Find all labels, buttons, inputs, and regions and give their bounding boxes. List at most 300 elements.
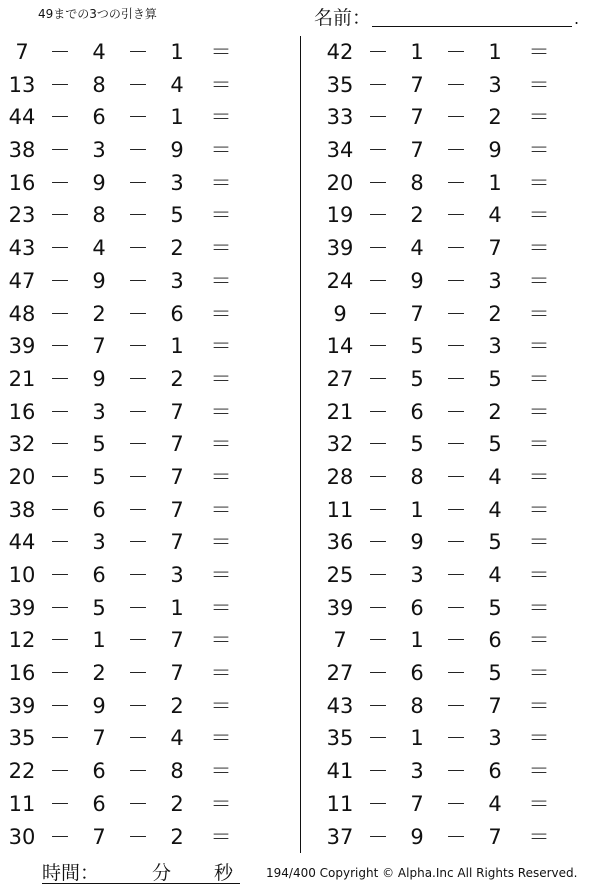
subtrahend-1: 5 bbox=[410, 366, 424, 391]
problem-row bbox=[318, 167, 598, 200]
problem-row bbox=[0, 461, 280, 494]
subtrahend-2: 6 bbox=[488, 628, 502, 653]
subtrahend-1: 6 bbox=[92, 563, 106, 587]
subtrahend-1: 8 bbox=[92, 203, 106, 228]
subtrahend-1: 6 bbox=[410, 595, 424, 620]
minus-sign: － bbox=[367, 661, 389, 686]
minus-sign: － bbox=[127, 366, 149, 391]
minuend: 12 bbox=[8, 628, 36, 653]
subtrahend-2: 2 bbox=[488, 399, 502, 424]
minus-sign: － bbox=[445, 628, 467, 653]
subtrahend-2: 7 bbox=[170, 432, 184, 457]
minuend: 13 bbox=[8, 72, 36, 97]
problem-row bbox=[0, 526, 280, 559]
subtrahend-1: 7 bbox=[410, 72, 424, 97]
minus-sign: － bbox=[49, 203, 71, 228]
minuend: 27 bbox=[326, 661, 354, 686]
equals-sign: ＝ bbox=[528, 497, 550, 522]
problem-row bbox=[0, 232, 280, 265]
minuend: 16 bbox=[8, 170, 36, 195]
equals-sign: ＝ bbox=[210, 105, 232, 130]
subtrahend-2: 4 bbox=[488, 497, 502, 522]
subtrahend-2: 1 bbox=[488, 170, 502, 195]
minus-sign: － bbox=[367, 759, 389, 784]
equals-sign: ＝ bbox=[210, 138, 232, 163]
seconds-label: 秒 bbox=[214, 862, 234, 884]
equals-sign: ＝ bbox=[210, 334, 232, 359]
problem-row bbox=[0, 36, 280, 69]
minuend: 14 bbox=[326, 334, 354, 359]
minus-sign: － bbox=[49, 40, 71, 64]
problem-row bbox=[318, 624, 598, 657]
subtrahend-1: 2 bbox=[92, 301, 106, 326]
equals-sign: ＝ bbox=[210, 40, 232, 64]
name-dot: . bbox=[574, 9, 580, 28]
equals-sign: ＝ bbox=[528, 824, 550, 849]
problem-row bbox=[0, 624, 280, 657]
minus-sign: － bbox=[49, 628, 71, 653]
subtrahend-2: 2 bbox=[488, 105, 502, 130]
minus-sign: － bbox=[127, 203, 149, 228]
subtrahend-2: 3 bbox=[488, 72, 502, 97]
minuend: 27 bbox=[326, 366, 354, 391]
minuend: 35 bbox=[326, 72, 354, 97]
minus-sign: － bbox=[127, 628, 149, 653]
minuend: 7 bbox=[333, 628, 347, 653]
minus-sign: － bbox=[367, 236, 389, 261]
minus-sign: － bbox=[367, 824, 389, 849]
problem-row bbox=[318, 298, 598, 331]
subtrahend-2: 9 bbox=[170, 138, 184, 163]
problem-row bbox=[318, 36, 598, 69]
minus-sign: － bbox=[367, 464, 389, 489]
subtrahend-1: 3 bbox=[92, 530, 106, 555]
minus-sign: － bbox=[49, 399, 71, 424]
subtrahend-1: 9 bbox=[410, 268, 424, 293]
minus-sign: － bbox=[127, 105, 149, 130]
subtrahend-1: 5 bbox=[410, 432, 424, 457]
minus-sign: － bbox=[127, 530, 149, 555]
minuend: 28 bbox=[326, 464, 354, 489]
minuend: 11 bbox=[326, 497, 354, 522]
minus-sign: － bbox=[445, 432, 467, 457]
problem-row bbox=[0, 690, 280, 723]
problem-row bbox=[318, 559, 598, 592]
subtrahend-2: 1 bbox=[170, 105, 184, 130]
subtrahend-1: 3 bbox=[92, 138, 106, 163]
subtrahend-1: 8 bbox=[92, 72, 106, 97]
equals-sign: ＝ bbox=[528, 203, 550, 228]
minus-sign: － bbox=[445, 105, 467, 130]
equals-sign: ＝ bbox=[528, 432, 550, 457]
problem-row bbox=[0, 396, 280, 429]
subtrahend-1: 6 bbox=[410, 399, 424, 424]
minuend: 21 bbox=[326, 399, 354, 424]
minuend: 41 bbox=[326, 759, 354, 784]
subtrahend-2: 5 bbox=[488, 595, 502, 620]
subtrahend-2: 5 bbox=[488, 661, 502, 686]
equals-sign: ＝ bbox=[528, 759, 550, 784]
minus-sign: － bbox=[445, 138, 467, 163]
minus-sign: － bbox=[127, 334, 149, 359]
subtrahend-1: 7 bbox=[92, 824, 106, 849]
minus-sign: － bbox=[445, 366, 467, 391]
subtrahend-2: 7 bbox=[170, 628, 184, 653]
problem-row bbox=[0, 657, 280, 690]
minus-sign: － bbox=[127, 138, 149, 163]
problem-row bbox=[318, 494, 598, 527]
minuend: 22 bbox=[8, 759, 36, 784]
equals-sign: ＝ bbox=[210, 693, 232, 718]
minuend: 42 bbox=[326, 40, 354, 64]
subtrahend-1: 9 bbox=[410, 824, 424, 849]
minuend: 36 bbox=[326, 530, 354, 555]
minuend: 39 bbox=[326, 595, 354, 620]
problem-row bbox=[318, 330, 598, 363]
minus-sign: － bbox=[49, 464, 71, 489]
subtrahend-1: 4 bbox=[410, 236, 424, 261]
problem-row bbox=[318, 101, 598, 134]
minus-sign: － bbox=[49, 72, 71, 97]
problem-row bbox=[318, 788, 598, 821]
minuend: 20 bbox=[8, 464, 36, 489]
problem-row bbox=[0, 167, 280, 200]
minus-sign: － bbox=[367, 105, 389, 130]
minus-sign: － bbox=[127, 563, 149, 587]
equals-sign: ＝ bbox=[210, 726, 232, 751]
minus-sign: － bbox=[49, 334, 71, 359]
copyright-text: 194/400 Copyright © Alpha.Inc All Rights Reserved. bbox=[266, 866, 578, 880]
subtrahend-2: 3 bbox=[170, 170, 184, 195]
problem-row bbox=[0, 265, 280, 298]
subtrahend-2: 9 bbox=[488, 138, 502, 163]
subtrahend-1: 2 bbox=[92, 661, 106, 686]
subtrahend-2: 3 bbox=[488, 726, 502, 751]
name-field[interactable] bbox=[372, 26, 572, 27]
minus-sign: － bbox=[445, 530, 467, 555]
problem-row bbox=[0, 755, 280, 788]
minus-sign: － bbox=[367, 595, 389, 620]
subtrahend-1: 8 bbox=[410, 693, 424, 718]
subtrahend-2: 4 bbox=[170, 726, 184, 751]
minus-sign: － bbox=[127, 759, 149, 784]
subtrahend-1: 2 bbox=[410, 203, 424, 228]
problem-row bbox=[318, 363, 598, 396]
left-problem-column bbox=[0, 36, 280, 853]
subtrahend-2: 1 bbox=[488, 40, 502, 64]
subtrahend-2: 7 bbox=[170, 661, 184, 686]
equals-sign: ＝ bbox=[528, 40, 550, 64]
subtrahend-1: 9 bbox=[92, 366, 106, 391]
equals-sign: ＝ bbox=[210, 236, 232, 261]
minus-sign: － bbox=[367, 301, 389, 326]
minus-sign: － bbox=[127, 399, 149, 424]
equals-sign: ＝ bbox=[210, 497, 232, 522]
problem-row bbox=[318, 199, 598, 232]
minus-sign: － bbox=[445, 40, 467, 64]
subtrahend-1: 1 bbox=[410, 497, 424, 522]
subtrahend-1: 9 bbox=[410, 530, 424, 555]
minus-sign: － bbox=[127, 693, 149, 718]
minus-sign: － bbox=[127, 236, 149, 261]
minus-sign: － bbox=[367, 497, 389, 522]
minuend: 9 bbox=[333, 301, 347, 326]
equals-sign: ＝ bbox=[210, 399, 232, 424]
minuend: 38 bbox=[8, 497, 36, 522]
subtrahend-1: 8 bbox=[410, 170, 424, 195]
minus-sign: － bbox=[445, 759, 467, 784]
subtrahend-1: 6 bbox=[410, 661, 424, 686]
column-divider bbox=[300, 36, 301, 853]
minus-sign: － bbox=[127, 72, 149, 97]
subtrahend-2: 2 bbox=[170, 366, 184, 391]
equals-sign: ＝ bbox=[528, 530, 550, 555]
subtrahend-1: 8 bbox=[410, 464, 424, 489]
equals-sign: ＝ bbox=[528, 105, 550, 130]
subtrahend-1: 7 bbox=[92, 726, 106, 751]
subtrahend-2: 1 bbox=[170, 334, 184, 359]
minuend: 43 bbox=[8, 236, 36, 261]
subtrahend-1: 1 bbox=[410, 628, 424, 653]
minuend: 16 bbox=[8, 399, 36, 424]
problem-row bbox=[318, 592, 598, 625]
minuend: 44 bbox=[8, 105, 36, 130]
minus-sign: － bbox=[127, 595, 149, 620]
minus-sign: － bbox=[367, 791, 389, 816]
equals-sign: ＝ bbox=[210, 530, 232, 555]
minus-sign: － bbox=[127, 497, 149, 522]
minus-sign: － bbox=[367, 628, 389, 653]
problem-row bbox=[0, 821, 280, 854]
equals-sign: ＝ bbox=[528, 464, 550, 489]
problem-row bbox=[0, 101, 280, 134]
problem-row bbox=[318, 657, 598, 690]
equals-sign: ＝ bbox=[528, 661, 550, 686]
subtrahend-2: 3 bbox=[488, 334, 502, 359]
minus-sign: － bbox=[49, 693, 71, 718]
problem-row bbox=[318, 461, 598, 494]
equals-sign: ＝ bbox=[210, 170, 232, 195]
equals-sign: ＝ bbox=[210, 824, 232, 849]
subtrahend-2: 2 bbox=[488, 301, 502, 326]
minuend: 25 bbox=[326, 563, 354, 587]
equals-sign: ＝ bbox=[210, 432, 232, 457]
minus-sign: － bbox=[445, 399, 467, 424]
minus-sign: － bbox=[445, 661, 467, 686]
subtrahend-1: 5 bbox=[410, 334, 424, 359]
subtrahend-2: 3 bbox=[488, 268, 502, 293]
minus-sign: － bbox=[367, 563, 389, 587]
subtrahend-2: 4 bbox=[488, 563, 502, 587]
subtrahend-2: 3 bbox=[170, 268, 184, 293]
minus-sign: － bbox=[127, 661, 149, 686]
equals-sign: ＝ bbox=[528, 268, 550, 293]
minus-sign: － bbox=[367, 399, 389, 424]
problem-row bbox=[0, 494, 280, 527]
minuend: 35 bbox=[8, 726, 36, 751]
subtrahend-1: 3 bbox=[410, 563, 424, 587]
minus-sign: － bbox=[49, 236, 71, 261]
equals-sign: ＝ bbox=[528, 563, 550, 587]
equals-sign: ＝ bbox=[528, 399, 550, 424]
subtrahend-2: 8 bbox=[170, 759, 184, 784]
subtrahend-1: 7 bbox=[410, 138, 424, 163]
problem-row bbox=[0, 330, 280, 363]
subtrahend-1: 5 bbox=[92, 595, 106, 620]
equals-sign: ＝ bbox=[210, 72, 232, 97]
problem-row bbox=[0, 428, 280, 461]
subtrahend-2: 3 bbox=[170, 563, 184, 587]
minus-sign: － bbox=[127, 464, 149, 489]
problem-row bbox=[318, 755, 598, 788]
minuend: 39 bbox=[8, 595, 36, 620]
minuend: 48 bbox=[8, 301, 36, 326]
minuend: 35 bbox=[326, 726, 354, 751]
minus-sign: － bbox=[127, 791, 149, 816]
minutes-label: 分 bbox=[152, 862, 172, 884]
minus-sign: － bbox=[445, 236, 467, 261]
minus-sign: － bbox=[367, 203, 389, 228]
minus-sign: － bbox=[445, 824, 467, 849]
minuend: 7 bbox=[15, 40, 29, 64]
minus-sign: － bbox=[445, 595, 467, 620]
equals-sign: ＝ bbox=[210, 628, 232, 653]
minus-sign: － bbox=[49, 726, 71, 751]
subtrahend-1: 5 bbox=[92, 464, 106, 489]
minus-sign: － bbox=[445, 170, 467, 195]
equals-sign: ＝ bbox=[528, 595, 550, 620]
minuend: 39 bbox=[8, 693, 36, 718]
minus-sign: － bbox=[367, 170, 389, 195]
equals-sign: ＝ bbox=[528, 170, 550, 195]
subtrahend-1: 1 bbox=[410, 726, 424, 751]
right-problem-column bbox=[318, 36, 598, 853]
minus-sign: － bbox=[367, 40, 389, 64]
subtrahend-2: 2 bbox=[170, 236, 184, 261]
problem-row bbox=[0, 788, 280, 821]
problem-row bbox=[318, 265, 598, 298]
problem-row bbox=[318, 428, 598, 461]
equals-sign: ＝ bbox=[528, 334, 550, 359]
minus-sign: － bbox=[445, 334, 467, 359]
equals-sign: ＝ bbox=[210, 563, 232, 587]
minus-sign: － bbox=[49, 497, 71, 522]
minuend: 43 bbox=[326, 693, 354, 718]
minuend: 19 bbox=[326, 203, 354, 228]
subtrahend-2: 1 bbox=[170, 595, 184, 620]
equals-sign: ＝ bbox=[528, 366, 550, 391]
minus-sign: － bbox=[49, 791, 71, 816]
minus-sign: － bbox=[49, 301, 71, 326]
problem-row bbox=[0, 559, 280, 592]
minus-sign: － bbox=[49, 759, 71, 784]
minus-sign: － bbox=[49, 432, 71, 457]
subtrahend-2: 2 bbox=[170, 824, 184, 849]
subtrahend-1: 7 bbox=[410, 105, 424, 130]
problem-row bbox=[0, 363, 280, 396]
minus-sign: － bbox=[445, 693, 467, 718]
minus-sign: － bbox=[445, 791, 467, 816]
minuend: 47 bbox=[8, 268, 36, 293]
subtrahend-2: 7 bbox=[170, 497, 184, 522]
subtrahend-2: 5 bbox=[488, 432, 502, 457]
subtrahend-1: 4 bbox=[92, 40, 106, 64]
subtrahend-2: 7 bbox=[488, 824, 502, 849]
name-label: 名前： bbox=[314, 7, 372, 29]
subtrahend-2: 4 bbox=[488, 203, 502, 228]
minus-sign: － bbox=[367, 72, 389, 97]
subtrahend-2: 2 bbox=[170, 693, 184, 718]
subtrahend-2: 7 bbox=[170, 530, 184, 555]
equals-sign: ＝ bbox=[210, 791, 232, 816]
subtrahend-2: 7 bbox=[170, 399, 184, 424]
time-field[interactable] bbox=[42, 857, 240, 884]
minus-sign: － bbox=[367, 530, 389, 555]
minuend: 39 bbox=[8, 334, 36, 359]
minuend: 11 bbox=[326, 791, 354, 816]
minus-sign: － bbox=[445, 497, 467, 522]
subtrahend-2: 4 bbox=[488, 464, 502, 489]
minus-sign: － bbox=[445, 726, 467, 751]
subtrahend-2: 4 bbox=[170, 72, 184, 97]
minus-sign: － bbox=[367, 366, 389, 391]
problem-row bbox=[0, 298, 280, 331]
subtrahend-1: 9 bbox=[92, 268, 106, 293]
minuend: 37 bbox=[326, 824, 354, 849]
equals-sign: ＝ bbox=[528, 236, 550, 261]
subtrahend-1: 7 bbox=[410, 791, 424, 816]
subtrahend-2: 7 bbox=[170, 464, 184, 489]
minus-sign: － bbox=[127, 170, 149, 195]
problem-row bbox=[318, 69, 598, 102]
equals-sign: ＝ bbox=[210, 759, 232, 784]
minuend: 10 bbox=[8, 563, 36, 587]
equals-sign: ＝ bbox=[528, 628, 550, 653]
equals-sign: ＝ bbox=[528, 726, 550, 751]
problem-row bbox=[0, 592, 280, 625]
worksheet-title: 49までの3つの引き算 bbox=[38, 7, 157, 21]
subtrahend-2: 5 bbox=[170, 203, 184, 228]
subtrahend-2: 5 bbox=[488, 530, 502, 555]
problem-row bbox=[318, 526, 598, 559]
problem-row bbox=[318, 134, 598, 167]
minuend: 39 bbox=[326, 236, 354, 261]
subtrahend-2: 6 bbox=[170, 301, 184, 326]
minus-sign: － bbox=[367, 268, 389, 293]
minuend: 33 bbox=[326, 105, 354, 130]
minuend: 34 bbox=[326, 138, 354, 163]
equals-sign: ＝ bbox=[210, 301, 232, 326]
subtrahend-1: 5 bbox=[92, 432, 106, 457]
subtrahend-1: 1 bbox=[92, 628, 106, 653]
minus-sign: － bbox=[367, 726, 389, 751]
problem-row bbox=[318, 396, 598, 429]
equals-sign: ＝ bbox=[210, 203, 232, 228]
minus-sign: － bbox=[367, 138, 389, 163]
subtrahend-2: 7 bbox=[488, 693, 502, 718]
minuend: 32 bbox=[8, 432, 36, 457]
minus-sign: － bbox=[127, 301, 149, 326]
equals-sign: ＝ bbox=[210, 268, 232, 293]
minus-sign: － bbox=[367, 693, 389, 718]
problem-row bbox=[318, 821, 598, 854]
subtrahend-1: 7 bbox=[410, 301, 424, 326]
subtrahend-1: 6 bbox=[92, 497, 106, 522]
subtrahend-1: 3 bbox=[410, 759, 424, 784]
minus-sign: － bbox=[49, 563, 71, 587]
minus-sign: － bbox=[445, 203, 467, 228]
subtrahend-1: 1 bbox=[410, 40, 424, 64]
